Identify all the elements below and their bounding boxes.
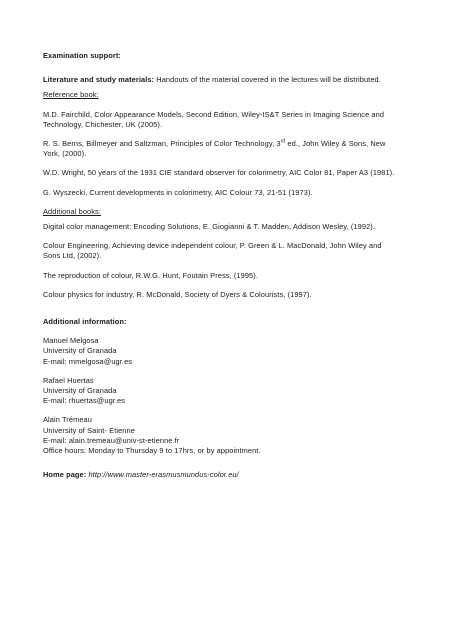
contact-affiliation: University of Granada <box>43 386 117 396</box>
exam-support-heading: Examination support: <box>43 51 121 60</box>
reference-item: M.D. Fairchild, Color Appearance Models, Second Edition, Wiley-IS&T Series in Imaging Science and Technology, Chichester, UK (2005). <box>43 109 385 129</box>
materials-text: Handouts of the material covered in the lectures will be distributed. <box>154 75 381 85</box>
contact-affiliation: University of Granada <box>43 346 117 356</box>
contact-name: Rafael Huertas <box>43 375 94 385</box>
reference-item-berns <box>43 139 398 159</box>
reference-heading: Reference book: <box>43 90 99 100</box>
home-page-link[interactable]: http://www.master-erasmusmundus-color.eu/ <box>86 470 239 480</box>
additional-book-item: The reproduction of colour, R.W.G. Hunt, Foutain Press, (1995). <box>43 270 258 280</box>
materials-paragraph <box>43 75 398 85</box>
contact-block-tremeau <box>43 415 398 456</box>
additional-book-item: Digital color management: Encoding Solutions, E. Giogianni & T. Madden, Addison Wesley, (1992). <box>43 222 375 232</box>
reference-item-berns-sup: rd <box>280 138 286 145</box>
reference-item: W.D. Wright, 50 years of the 1931 CIE standard observer for colorimetry, AIC Color 81, Paper A3 (1981). <box>43 168 395 178</box>
reference-item-berns-text: R. S. Berns, Billmeyer and Saltzman, Principles of Color Technology, 3 <box>43 139 281 149</box>
additional-book-item: Colour Engineering, Achieving device independent colour, P. Green & L. MacDonald, John Wiley and Sons Ltd, (2002). <box>43 241 382 261</box>
additional-books-heading: Additional books: <box>43 206 101 216</box>
contact-name: Manuel Melgosa <box>43 336 99 346</box>
office-hours: Office hours: Monday to Thursday 9 to 17hrs, or by appointment. <box>43 446 261 456</box>
document-content <box>43 51 398 480</box>
home-page-label: Home page: <box>43 470 87 480</box>
materials-label: Literature and study materials: <box>43 75 155 85</box>
contact-block-huertas <box>43 376 398 407</box>
additional-info-heading: Additional information: <box>43 317 127 327</box>
contact-email: E-mail: mmelgosa@ugr.es <box>43 356 133 366</box>
home-page-line <box>43 470 398 480</box>
reference-item: G. Wyszecki, Current developments in colorimetry, AIC Colour 73, 21-51 (1973). <box>43 187 313 197</box>
contact-block-melgosa <box>43 336 398 367</box>
contact-name: Alain Trémeau <box>43 415 92 425</box>
reference-item-berns-rest: ed., John Wiley & Sons, New York, (2000). <box>43 139 386 159</box>
additional-book-item: Colour physics for industry, R. McDonald, Society of Dyers & Colourists, (1997). <box>43 289 312 299</box>
contact-email: E-mail: rhuertas@ugr.es <box>43 396 126 406</box>
contact-email: E-mail: alain.tremeau@univ-st-etienne.fr <box>43 435 180 445</box>
contact-affiliation: University of Saint- Etienne <box>43 425 135 435</box>
